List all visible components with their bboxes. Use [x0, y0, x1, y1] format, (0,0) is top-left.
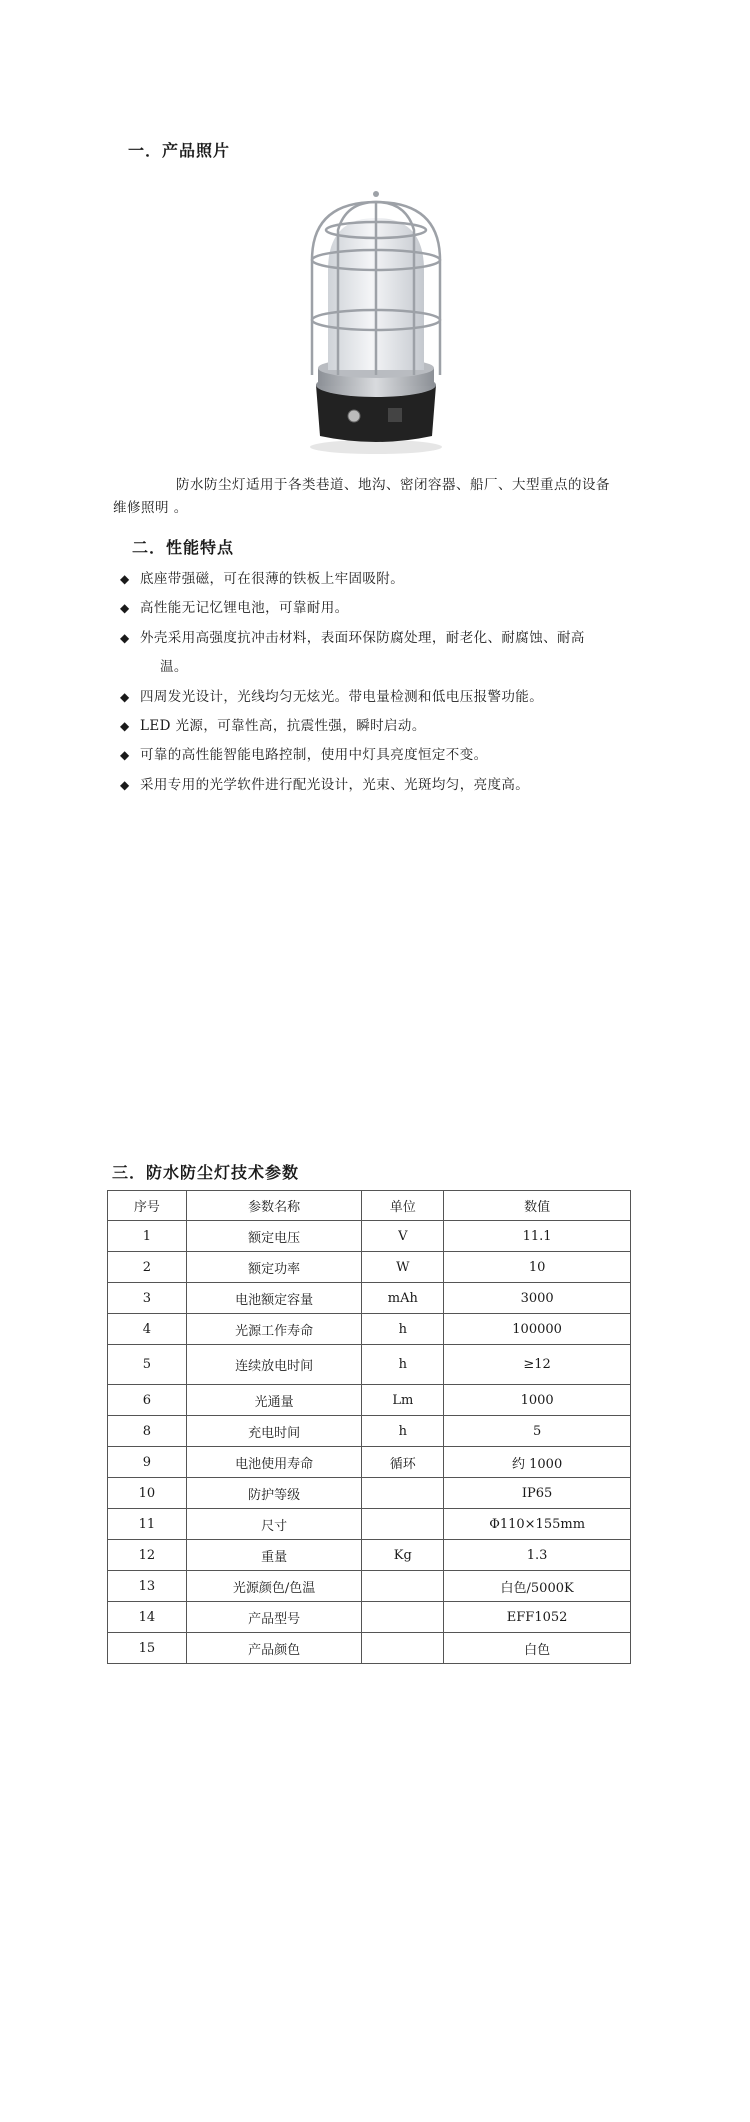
bullet-diamond-icon: ◆ [120, 778, 130, 792]
feature-text-continuation: 温。 [160, 659, 188, 675]
cell-unit: h [362, 1314, 444, 1345]
feature-item [120, 625, 585, 651]
cell-value: 1.3 [444, 1540, 631, 1571]
table-header-row [108, 1191, 631, 1221]
cell-param: 光源颜色/色温 [186, 1571, 362, 1602]
header-value: 数值 [444, 1191, 631, 1221]
intro-line-2: 维修照明 。 [113, 500, 188, 516]
cell-value: 5 [444, 1416, 631, 1447]
cell-param: 产品型号 [186, 1602, 362, 1633]
section-title-photo: 一．产品照片 [128, 141, 231, 160]
cell-param: 电池额定容量 [186, 1283, 362, 1314]
cell-value: 10 [444, 1252, 631, 1283]
feature-text: 外壳采用高强度抗冲击材料，表面环保防腐处理，耐老化、耐腐蚀、耐高 [140, 630, 585, 646]
cell-index: 12 [108, 1540, 187, 1571]
feature-item [120, 742, 488, 768]
feature-text: 高性能无记忆锂电池，可靠耐用。 [140, 600, 349, 616]
section-title-features: 二．性能特点 [132, 538, 235, 557]
cell-index: 11 [108, 1509, 187, 1540]
bullet-diamond-icon: ◆ [120, 631, 130, 645]
cell-param: 额定功率 [186, 1252, 362, 1283]
table-row [108, 1633, 631, 1664]
cell-value: ≥12 [444, 1345, 631, 1385]
section-title-specs: 三．防水防尘灯技术参数 [112, 1163, 300, 1182]
cell-index: 13 [108, 1571, 187, 1602]
table-row [108, 1447, 631, 1478]
table-row [108, 1314, 631, 1345]
cell-index: 2 [108, 1252, 187, 1283]
header-index: 序号 [108, 1191, 187, 1221]
table-row [108, 1602, 631, 1633]
cell-value: 白色/5000K [444, 1571, 631, 1602]
feature-item [120, 772, 530, 798]
cell-unit: V [362, 1221, 444, 1252]
cell-value: Φ110×155mm [444, 1509, 631, 1540]
cell-index: 6 [108, 1385, 187, 1416]
table-row [108, 1252, 631, 1283]
header-unit: 单位 [362, 1191, 444, 1221]
bullet-diamond-icon: ◆ [120, 719, 130, 733]
cell-unit: 循环 [362, 1447, 444, 1478]
feature-item [120, 595, 349, 621]
cell-unit: Kg [362, 1540, 444, 1571]
cell-value: 3000 [444, 1283, 631, 1314]
cell-index: 10 [108, 1478, 187, 1509]
cell-unit: W [362, 1252, 444, 1283]
cell-index: 15 [108, 1633, 187, 1664]
table-row [108, 1283, 631, 1314]
cell-index: 1 [108, 1221, 187, 1252]
bullet-diamond-icon: ◆ [120, 690, 130, 704]
cell-param: 防护等级 [186, 1478, 362, 1509]
cell-unit [362, 1602, 444, 1633]
cell-index: 8 [108, 1416, 187, 1447]
table-row [108, 1540, 631, 1571]
feature-text: 可靠的高性能智能电路控制，使用中灯具亮度恒定不变。 [140, 747, 488, 763]
cell-index: 9 [108, 1447, 187, 1478]
table-row [108, 1385, 631, 1416]
cell-value: EFF1052 [444, 1602, 631, 1633]
cell-index: 14 [108, 1602, 187, 1633]
bullet-diamond-icon: ◆ [120, 572, 130, 586]
cell-param: 电池使用寿命 [186, 1447, 362, 1478]
cell-unit [362, 1478, 444, 1509]
feature-text: LED 光源，可靠性高，抗震性强，瞬时启动。 [140, 718, 426, 734]
cell-param: 连续放电时间 [186, 1345, 362, 1385]
cell-index: 4 [108, 1314, 187, 1345]
cell-unit: h [362, 1345, 444, 1385]
cell-value: 11.1 [444, 1221, 631, 1252]
cell-param: 重量 [186, 1540, 362, 1571]
cell-index: 3 [108, 1283, 187, 1314]
feature-text: 四周发光设计，光线均匀无炫光。带电量检测和低电压报警功能。 [140, 689, 544, 705]
table-row [108, 1345, 631, 1385]
bullet-diamond-icon: ◆ [120, 601, 130, 615]
cell-param: 充电时间 [186, 1416, 362, 1447]
cell-param: 尺寸 [186, 1509, 362, 1540]
bullet-diamond-icon: ◆ [120, 748, 130, 762]
cell-value: 100000 [444, 1314, 631, 1345]
cell-value: 约 1000 [444, 1447, 631, 1478]
header-param: 参数名称 [186, 1191, 362, 1221]
spec-table [107, 1190, 631, 1664]
table-row [108, 1509, 631, 1540]
table-row [108, 1221, 631, 1252]
cell-value: 白色 [444, 1633, 631, 1664]
cell-value: 1000 [444, 1385, 631, 1416]
cell-unit [362, 1571, 444, 1602]
table-row [108, 1571, 631, 1602]
cell-param: 光源工作寿命 [186, 1314, 362, 1345]
cell-unit: h [362, 1416, 444, 1447]
cell-index: 5 [108, 1345, 187, 1385]
cell-param: 额定电压 [186, 1221, 362, 1252]
cell-unit [362, 1509, 444, 1540]
cell-param: 产品颜色 [186, 1633, 362, 1664]
feature-text: 底座带强磁，可在很薄的铁板上牢固吸附。 [140, 571, 405, 587]
feature-item [120, 566, 405, 592]
table-row [108, 1478, 631, 1509]
feature-item [120, 713, 426, 739]
cage-lamp-icon [298, 190, 454, 455]
cell-unit: Lm [362, 1385, 444, 1416]
feature-item [120, 684, 544, 710]
table-row [108, 1416, 631, 1447]
cell-unit [362, 1633, 444, 1664]
feature-text: 采用专用的光学软件进行配光设计，光束、光斑均匀，亮度高。 [140, 777, 530, 793]
cell-unit: mAh [362, 1283, 444, 1314]
cell-value: IP65 [444, 1478, 631, 1509]
intro-line-1: 防水防尘灯适用于各类巷道、地沟、密闭容器、船厂、大型重点的设备 [176, 477, 610, 493]
cell-param: 光通量 [186, 1385, 362, 1416]
